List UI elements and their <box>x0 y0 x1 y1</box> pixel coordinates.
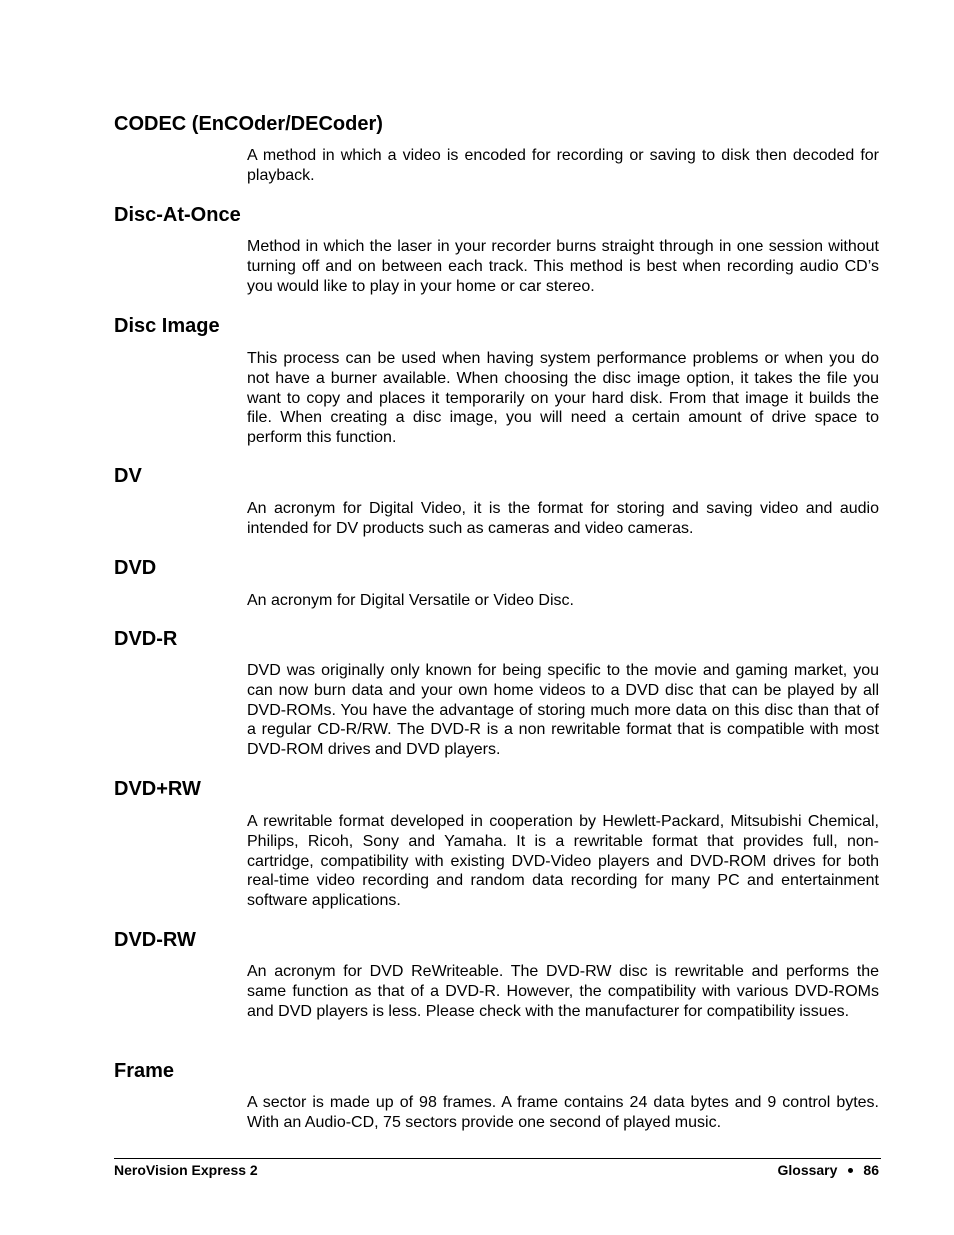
term-heading: CODEC (EnCOder/DECoder) <box>114 113 383 135</box>
term-definition: An acronym for DVD ReWriteable. The DVD-RW disc is rewritable and performs the same function as that of a DVD-R. However, the compatibility with various DVD-ROMs and DVD players is less. Please check with the manufacturer for compatibility issues. <box>247 963 879 1020</box>
footer-divider <box>114 1158 881 1159</box>
term-definition: Method in which the laser in your recorder burns straight through in one session without turning off and on between each track. This method is best when recording audio CD’s you would like to play in your home or car stereo. <box>247 238 879 295</box>
term-definition: A rewritable format developed in cooperation by Hewlett-Packard, Mitsubishi Chemical, Philips, Ricoh, Sony and Yamaha. It is a rewritable format that provides full, non-cartridge, compatibility with existing DVD-Video players and DVD-ROM drives for both real-time video recording and random data recording for many PC and entertainment software applications. <box>247 813 879 910</box>
term-heading: Disc Image <box>114 315 220 337</box>
footer-product-name: NeroVision Express 2 <box>114 1162 258 1178</box>
term-definition: DVD was originally only known for being specific to the movie and gaming market, you can now burn data and your own home videos to a DVD disc that can be played by all DVD-ROMs. You have the advantage of storing much more data on this disc than that of a regular CD-R/RW. The DVD-R is a non rewritable format that is compatible with most DVD-ROM drives and DVD players. <box>247 662 879 759</box>
term-heading: DVD <box>114 557 157 579</box>
term-heading: Disc-At-Once <box>114 204 241 226</box>
term-heading: DVD-RW <box>114 929 196 951</box>
term-heading: DVD-R <box>114 628 178 650</box>
term-heading: Frame <box>114 1060 175 1082</box>
term-definition: An acronym for Digital Versatile or Video Disc. <box>247 592 574 609</box>
bullet-separator-icon <box>848 1168 853 1173</box>
footer-page-info <box>777 1162 879 1179</box>
term-definition: This process can be used when having system performance problems or when you do not have a burner available. When choosing the disc image option, it takes the file you want to copy and places it temporarily on your hard disk. From that image it builds the file. When creating a disc image, you will need a certain amount of drive space to perform this function. <box>247 350 879 447</box>
term-heading: DVD+RW <box>114 778 201 800</box>
term-heading: DV <box>114 465 142 487</box>
footer-page-number: 86 <box>863 1162 879 1178</box>
footer-section-name: Glossary <box>777 1162 838 1178</box>
term-definition: A method in which a video is encoded for recording or saving to disk then decoded for playback. <box>247 147 879 184</box>
term-definition: A sector is made up of 98 frames. A frame contains 24 data bytes and 9 control bytes. With an Audio-CD, 75 sectors provide one second of played music. <box>247 1094 879 1131</box>
term-definition: An acronym for Digital Video, it is the format for storing and saving video and audio intended for DV products such as cameras and video cameras. <box>247 500 879 537</box>
